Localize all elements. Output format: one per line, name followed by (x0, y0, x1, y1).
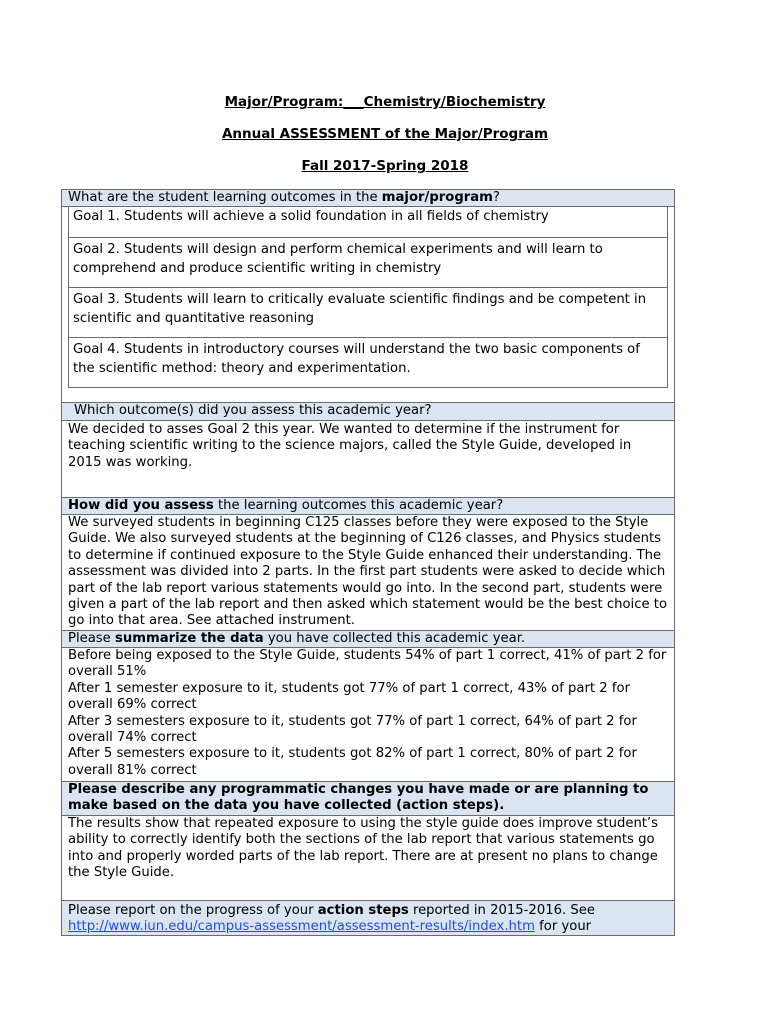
assessment-form (61, 189, 675, 936)
question-progress: Please report on the progress of your action steps reported in 2015-2016. See http://www.iun.edu/campus-assessment/assessment-results/index.htm for your (62, 901, 674, 936)
question-summarize: Please summarize the data you have collected this academic year. (62, 631, 674, 648)
academic-year-title: Fall 2017-Spring 2018 (301, 158, 469, 174)
summary-line-2: After 1 semester exposure to it, students got 77% of part 1 correct, 43% of part 2 for overall 69% correct (68, 680, 631, 713)
goals-section (62, 207, 674, 403)
question-assessed: Which outcome(s) did you assess this academic year? (62, 403, 674, 421)
summary-line-3: After 3 semesters exposure to it, students got 77% of part 1 correct, 64% of part 2 for overall 74% correct (68, 713, 637, 746)
goal-item-4: Goal 4. Students in introductory courses will understand the two basic components of the scientific method: theory and experimentation. (69, 337, 667, 387)
answer-changes: The results show that repeated exposure to using the style guide does improve student’s ability to correctly identify both the sections of the lab report that various statements go into and properly worded parts of the lab report. There are at present no plans to change the Style Guide. (62, 816, 674, 901)
goals-list (68, 207, 668, 388)
answer-assessed: We decided to asses Goal 2 this year. We wanted to determine if the instrument for teaching scientific writing to the science majors, called the Style Guide, developed in 2015 was working. (62, 421, 674, 498)
goal-item-2: Goal 2. Students will design and perform chemical experiments and will learn to comprehend and produce scientific writing in chemistry (69, 237, 667, 287)
answer-how-assessed: We surveyed students in beginning C125 classes before they were exposed to the Style Guide. We also surveyed students at the beginning of C126 classes, and Physics students to determine if continued exposure to the Style Guide enhanced their understanding. The assessment was divided into 2 parts. In the first part students were asked to decide which part of the lab report various statements would go into. In the second part, students were given a part of the lab report and then asked which statement would be the best choice to go into that area. See attached instrument. (62, 515, 674, 631)
program-title: Major/Program:___Chemistry/Biochemistry (224, 94, 546, 110)
answer-summary (62, 648, 674, 782)
summary-line-1: Before being exposed to the Style Guide, students 54% of part 1 correct, 41% of part 2 for overall 51% (68, 648, 667, 680)
question-outcomes: What are the student learning outcomes in the major/program? (62, 190, 674, 207)
summary-line-4: After 5 semesters exposure to it, students got 82% of part 1 correct, 80% of part 2 for overall 81% correct (68, 746, 637, 778)
question-changes: Please describe any programmatic changes you have made or are planning to make based on the data you have collected (action steps). (62, 782, 674, 816)
goal-item-3: Goal 3. Students will learn to critically evaluate scientific findings and be competent in scientific and quantitative reasoning (69, 287, 667, 337)
question-how-assessed: How did you assess the learning outcomes this academic year? (62, 498, 674, 515)
assessment-title: Annual ASSESSMENT of the Major/Program (221, 126, 549, 142)
goal-item-1: Goal 1. Students will achieve a solid foundation in all fields of chemistry (73, 209, 549, 224)
assessment-results-link[interactable]: http://www.iun.edu/campus-assessment/assessment-results/index.htm (68, 919, 535, 935)
